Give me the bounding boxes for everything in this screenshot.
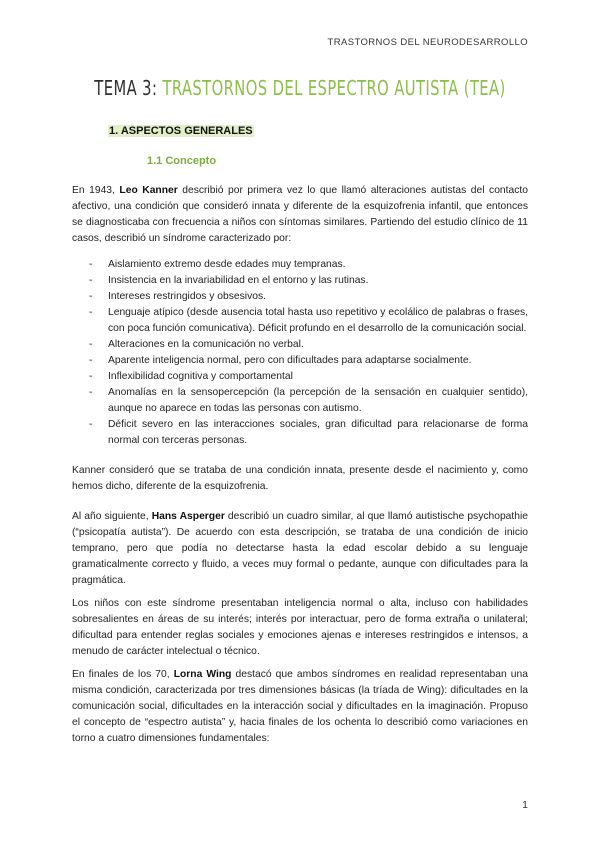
page-title [54,76,546,100]
title-number: TEMA 3: [94,76,158,100]
section-heading: 1. ASPECTOS GENERALES [109,125,253,137]
subsection-heading: 1.1 Concepto [147,155,217,167]
list-item-text: Anomalías en la sensopercepción (la percepción de la sensación en cualquier sentido), aunque no aparece en todas las personas con autismo. [108,387,528,414]
list-item [72,417,528,449]
bullet-dash: - [89,339,93,350]
author-name: Leo Kanner [119,185,178,196]
paragraph-text: describió un cuadro similar, al que llamó autistische psychopathie (“psicopatía autista”). De acuerdo con esta descripción, se trataba de una condición de inicio temprano, pero que podía no detectarse hasta la edad escolar debido a su lenguaje gramaticalmente correcto y fluido, a veces muy formal o pedante, aunque con dificultades para la pragmática. [72,511,529,586]
paragraph-asperger-traits: Los niños con este síndrome presentaban inteligencia normal o alta, incluso con habilidades sobresalientes en áreas de su interés; interés por interactuar, pero de forma extraña o unilateral; dificultad para entender reglas sociales y emociones ajenas e intereses restringidos e intensos, a menudo de carácter intelectual o técnico. [72,598,528,657]
list-item [72,337,528,353]
author-name: Hans Asperger [151,511,225,522]
list-item-text: Insistencia en la invariabilidad en el entorno y las rutinas. [108,275,369,286]
symptom-list [72,257,528,449]
bullet-dash: - [89,419,93,430]
running-header: TRASTORNOS DEL NEURODESARROLLO [327,37,528,48]
paragraph-kanner-conclusion: Kanner consideró que se trataba de una condición innata, presente desde el nacimiento y, como hemos dicho, diferente de la esquizofrenia. [72,465,528,492]
paragraph-kanner [72,183,528,247]
bullet-dash: - [89,355,93,366]
paragraph-wing [72,667,528,747]
bullet-dash: - [89,275,93,286]
list-item [72,289,528,305]
list-item [72,385,528,417]
bullet-dash: - [89,291,93,302]
list-item [72,353,528,369]
list-item [72,273,528,289]
title-name: TRASTORNOS DEL ESPECTRO AUTISTA (TEA) [162,76,506,100]
list-item-text: Alteraciones en la comunicación no verbal. [108,339,304,350]
paragraph-text: describió por primera vez lo que llamó alteraciones autistas del contacto afectivo, una condición que consideró innata y diferente de la esquizofrenia infantil, que entonces se diagnosticaba con frecuencia a niños con síntomas similares. Partiendo del estudio clínico de 11 casos, describió un síndrome caracterizado por: [72,185,528,244]
paragraph-asperger [72,509,528,589]
bullet-dash: - [89,307,93,318]
bullet-dash: - [89,259,93,270]
list-item [72,257,528,273]
paragraph-text: En 1943, [72,185,120,196]
list-item [72,305,528,337]
author-name: Lorna Wing [173,669,232,680]
paragraph-text: destacó que ambos síndromes en realidad representaban una misma condición, caracterizada por tres dimensiones básicas (la tríada de Wing): dificultades en la comunicación social, dificultades en la interacción social y dificultades en la imaginación. Propuso el concepto de “espectro autista” y, hacia finales de los ochenta lo describió como variaciones en torno a cuatro dimensiones fundamentales: [72,669,528,744]
paragraph-text: Al año siguiente, [72,511,152,522]
list-item-text: Intereses restringidos y obsesivos. [108,291,266,302]
bullet-dash: - [89,387,93,398]
list-item-text: Aislamiento extremo desde edades muy tempranas. [108,259,346,270]
list-item [72,369,528,385]
paragraph-text: En finales de los 70, [72,669,174,680]
bullet-dash: - [89,371,93,382]
list-item-text: Aparente inteligencia normal, pero con dificultades para adaptarse socialmente. [108,355,472,366]
list-item-text: Lenguaje atípico (desde ausencia total hasta uso repetitivo y ecolálico de palabras o frases, con poca función comunicativa). Déficit profundo en el desarrollo de la comunicación social. [108,307,528,334]
list-item-text: Déficit severo en las interacciones sociales, gran dificultad para relacionarse de forma normal con terceras personas. [108,419,528,446]
page-number: 1 [522,799,528,811]
list-item-text: Inflexibilidad cognitiva y comportamental [108,371,293,382]
